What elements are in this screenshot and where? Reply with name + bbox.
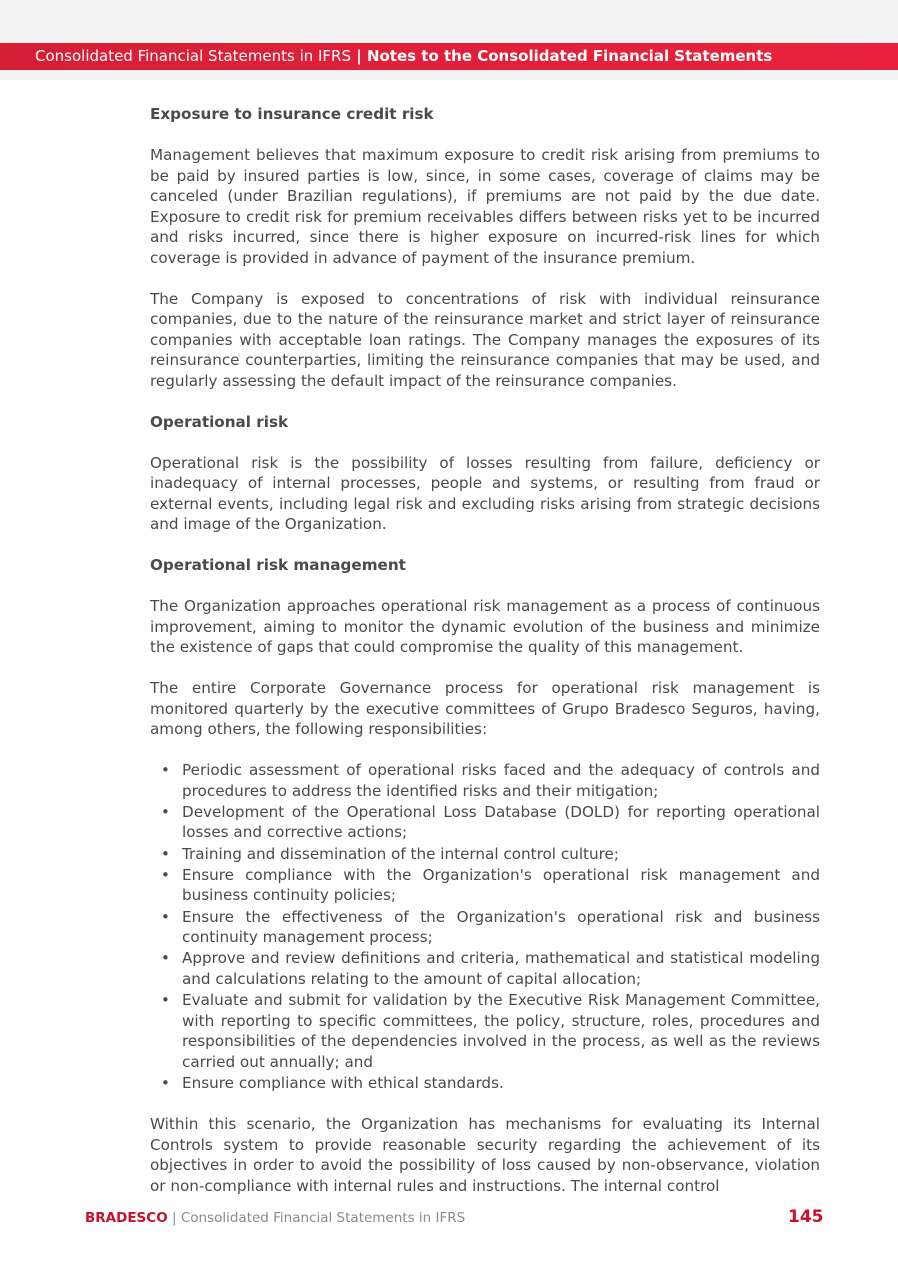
list-item [161,802,820,843]
header-doc-title: Consolidated Financial Statements in IFRS [35,47,352,65]
paragraph-continuous-improvement: The Organization approaches operational risk management as a process of continuous improvement, aiming to monitor the dynamic evolution of the business and minimize the existence of gaps that could compromise the quality of this management. [150,597,820,656]
bullet-icon: • [161,802,170,821]
list-item [161,948,820,989]
heading-insurance-credit-risk: Exposure to insurance credit risk [150,105,434,123]
paragraph-reinsurance-concentration: The Company is exposed to concentrations of risk with individual reinsurance companies, due to the nature of the reinsurance market and strict layer of reinsurance companies with acceptable loan ratings. The Company manages the exposures of its reinsurance counterparties, limiting the reinsurance companies that may be used, and regularly assessing the default impact of the reinsurance companies. [150,289,820,390]
list-item [161,844,820,865]
list-item-text: Ensure compliance with ethical standards. [182,1074,504,1093]
list-item [161,760,820,801]
footer-separator: | [167,1210,181,1226]
paragraph-operational-risk-definition: Operational risk is the possibility of losses resulting from failure, deficiency or inadequacy of internal processes, people and systems, or resulting from fraud or external events, including legal risk and excluding risks arising from strategic decisions and image of the Organization. [150,453,820,533]
list-item-text: Training and dissemination of the internal control culture; [182,844,619,863]
heading-operational-risk: Operational risk [150,412,289,431]
page-number: 145 [788,1207,824,1227]
bullet-icon: • [161,1074,170,1093]
list-item-text: Development of the Operational Loss Database (DOLD) for reporting operational losses and corrective actions; [182,802,820,842]
header-shadow [0,70,898,80]
page-content [150,104,820,1217]
list-item [161,1073,820,1094]
footer-doc-title: Consolidated Financial Statements in IFRS [180,1210,466,1226]
list-item [161,990,820,1072]
top-margin [0,0,898,43]
page-header [0,43,898,70]
bullet-icon: • [161,844,170,863]
bullet-icon: • [161,907,170,926]
list-item-text: Approve and review definitions and criteria, mathematical and statistical modeling and calculations relating to the amount of capital allocation; [182,949,820,988]
header-separator: | [351,47,367,65]
list-item-text: Ensure the effectiveness of the Organization's operational risk and business continuity management process; [182,907,820,947]
paragraph-governance-process: The entire Corporate Governance process for operational risk management is monitored quarterly by the executive committees of Grupo Bradesco Seguros, having, among others, the following responsibilities: [150,679,820,738]
list-item-text: Ensure compliance with the Organization's operational risk management and business continuity policies; [182,865,820,905]
responsibilities-list [150,760,820,1094]
paragraph-internal-controls: Within this scenario, the Organization has mechanisms for evaluating its Internal Controls system to provide reasonable security regarding the achievement of its objectives in order to avoid the possibility of loss caused by non-observance, violation or non-compliance with internal rules and instructions. The internal control [150,1115,820,1195]
header-section-title: Notes to the Consolidated Financial Statements [366,47,773,65]
footer-brand: BRADESCO [85,1210,168,1226]
paragraph-credit-risk-premiums: Management believes that maximum exposure to credit risk arising from premiums to be paid by insured parties is low, since, in some cases, coverage of claims may be canceled (under Brazilian regulations), if premiums are not paid by the due date. Exposure to credit risk for premium receivables differs between risks yet to be incurred and risks incurred, since there is higher exposure on incurred-risk lines for which coverage is provided in advance of payment of the insurance premium. [150,146,820,267]
list-item-text: Evaluate and submit for validation by the Executive Risk Management Committee, with reporting to specific committees, the policy, structure, roles, procedures and responsibilities of the dependencies involved in the process, as well as the reviews carried out annually; and [182,991,820,1071]
list-item [161,865,820,906]
page-footer [85,1208,465,1228]
bullet-icon: • [161,991,170,1010]
header-text [35,43,772,70]
bullet-icon: • [161,761,170,779]
bullet-icon: • [161,865,170,884]
bullet-icon: • [161,949,170,968]
heading-operational-risk-management: Operational risk management [150,556,406,574]
list-item [161,907,820,948]
list-item-text: Periodic assessment of operational risks faced and the adequacy of controls and procedures to address the identified risks and their mitigation; [182,761,820,800]
